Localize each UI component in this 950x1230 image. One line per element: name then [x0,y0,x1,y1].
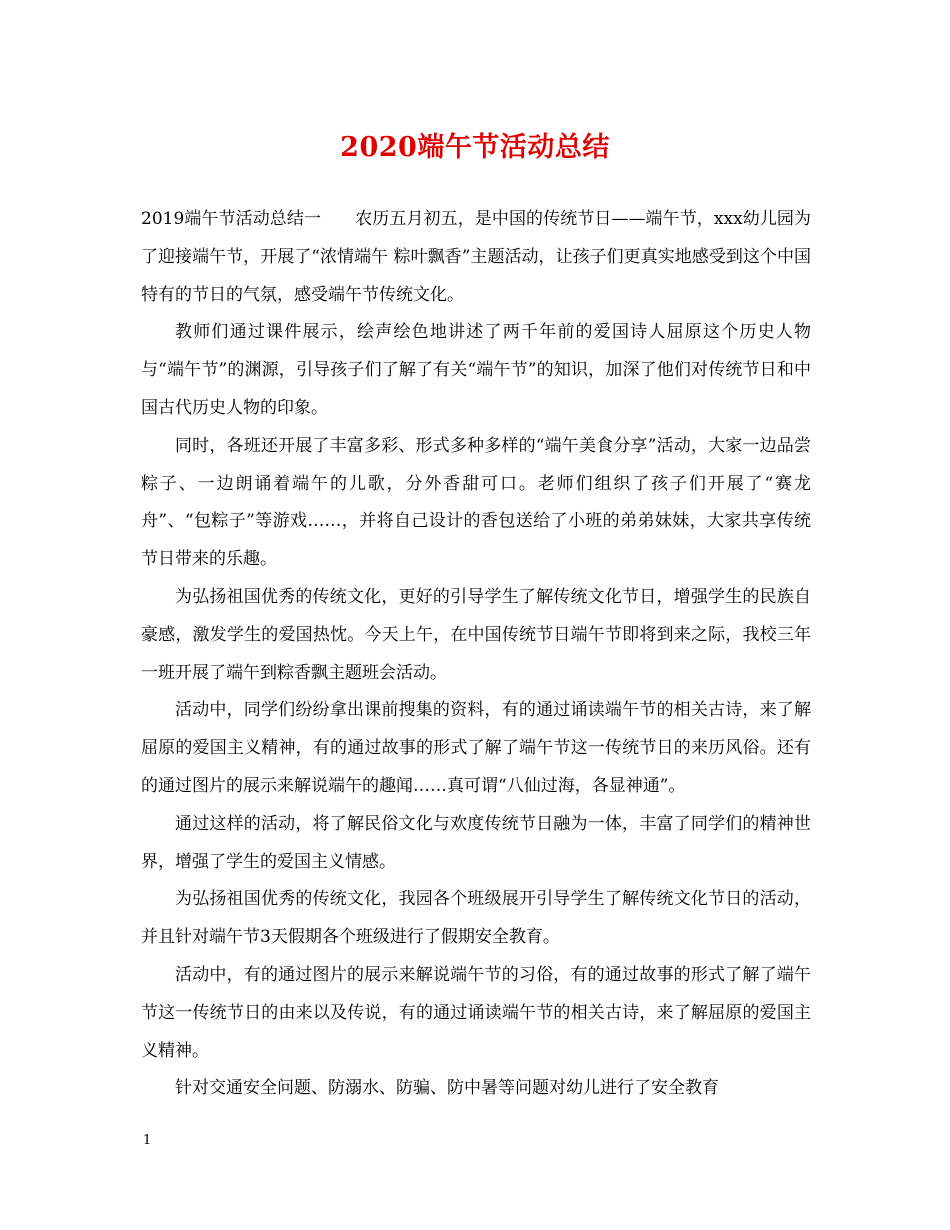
paragraph-4: 为弘扬祖国优秀的传统文化，更好的引导学生了解传统文化节日，增强学生的民族自豪感，激发学生的爱国热忱。今天上午，在中国传统节日端午节即将到来之际，我校三年一班开展了端午到粽香飘主题班会活动。 [141,586,811,683]
document-title: 2020端午节活动总结 [340,132,610,163]
paragraph-8: 活动中，有的通过图片的展示来解说端午节的习俗，有的通过故事的形式了解了端午节这一传统节日的由来以及传说，有的通过诵读端午节的相关古诗，来了解屈原的爱国主义精神。 [141,964,811,1061]
paragraph-1: 2019端午节活动总结一 农历五月初五，是中国的传统节日——端午节，xxx幼儿园为了迎接端午节，开展了“浓情端午 粽叶飘香”主题活动，让孩子们更真实地感受到这个中国特有的节日的气氛，感受端午节传统文化。 [141,209,811,305]
paragraph-5: 活动中，同学们纷纷拿出课前搜集的资料，有的通过诵读端午节的相关古诗，来了解屈原的爱国主义精神，有的通过故事的形式了解了端午节这一传统节日的来历风俗。还有的通过图片的展示来解说端午的趣闻……真可谓“八仙过海，各显神通”。 [141,700,811,796]
page-number: 1 [143,1133,152,1148]
paragraph-3: 同时，各班还开展了丰富多彩、形式多种多样的“端午美食分享”活动，大家一边品尝粽子、一边朗诵着端午的儿歌，分外香甜可口。老师们组织了孩子们开展了“赛龙舟”、“包粽子”等游戏……，并将自己设计的香包送给了小班的弟弟妹妹，大家共享传统节日带来的乐趣。 [141,435,811,570]
paragraph-9: 针对交通安全问题、防溺水、防骗、防中暑等问题对幼儿进行了安全教育 [175,1078,719,1099]
paragraph-6: 通过这样的活动，将了解民俗文化与欢度传统节日融为一体，丰富了同学们的精神世界，增强了学生的爱国主义情感。 [141,813,811,872]
paragraph-7: 为弘扬祖国优秀的传统文化，我园各个班级展开引导学生了解传统文化节日的活动，并且针对端午节3天假期各个班级进行了假期安全教育。 [141,889,811,948]
paragraph-2: 教师们通过课件展示，绘声绘色地讲述了两千年前的爱国诗人屈原这个历史人物与“端午节”的渊源，引导孩子们了解了有关“端午节”的知识，加深了他们对传统节日和中国古代历史人物的印象。 [141,322,811,418]
document-body [141,201,811,1108]
